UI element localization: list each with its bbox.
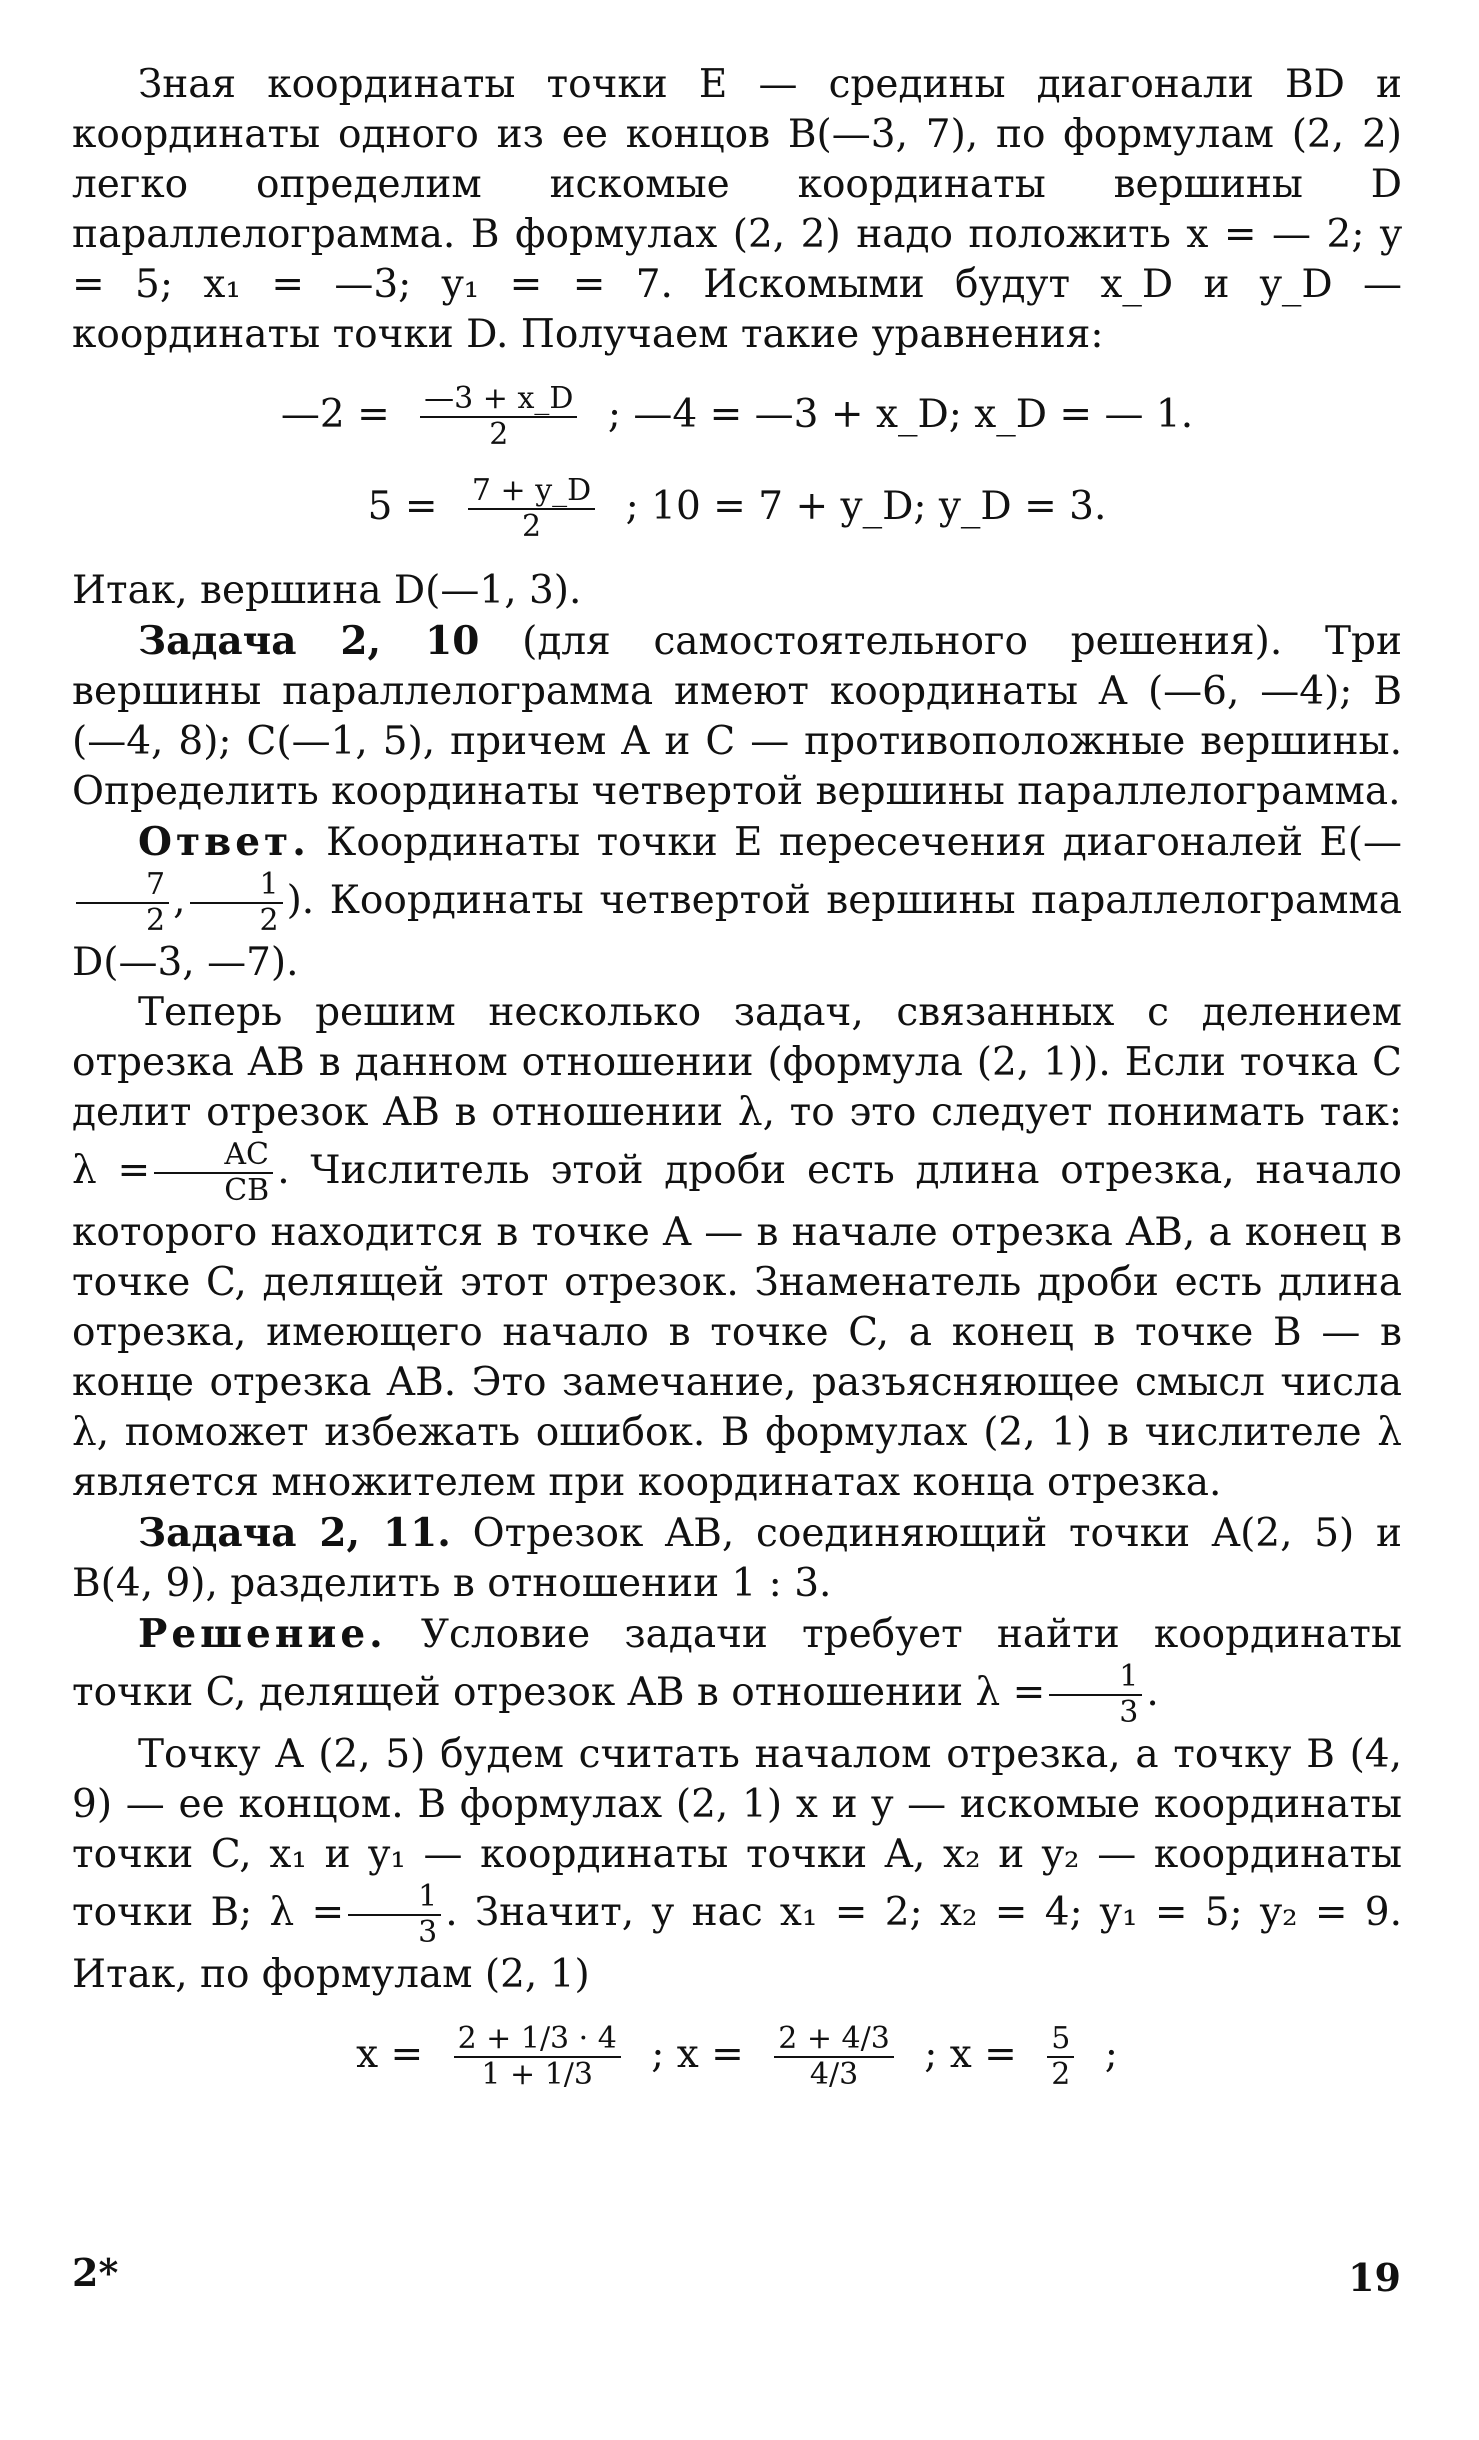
fraction: $\frac{1}{3}$ — [348, 1880, 441, 1950]
paragraph-solution: Решение. Условие задачи требует найти координаты точки C, делящей отрезок AB в отношении λ = $\frac{1}{3}$ . — [72, 1611, 1402, 1730]
paragraph-answer: Ответ. Координаты точки E пересечения диагоналей E(— $\frac{7}{2}$ , $\frac{1}{2}$ ). Координаты четвертой вершины параллелограмма D(—3, —7). — [72, 819, 1402, 985]
paragraph-6: Задача 2, 11. Отрезок AB, соединяющий точки A(2, 5) и B(4, 9), разделить в отношении 1 : 3. — [72, 1510, 1402, 1606]
fraction: $\frac{2 + 4/3}{4/3}$ — [768, 2022, 900, 2092]
page-number: 19 — [1348, 2255, 1401, 2300]
fraction: $\frac{AC}{CB}$ — [154, 1138, 273, 1208]
fraction: $\frac{1}{3}$ — [1049, 1660, 1142, 1730]
fraction: $\frac{7}{2}$ — [76, 868, 169, 938]
equation-2: 5 = $\frac{7 + y\_D}{2}$ ; 10 = 7 + y_D; y_D = 3. — [367, 473, 1107, 544]
page-body — [72, 60, 1402, 2114]
paragraph-2: Итак, вершина D(—1, 3). — [72, 568, 582, 613]
fraction: $\frac{5}{2}$ — [1041, 2022, 1080, 2092]
paragraph-3: Задача 2, 10 (для самостоятельного решения). Три вершины параллелограмма имеют координаты A (—6, —4); B (—4, 8); C(—1, 5), причем A и C — противоположные вершины. Определить координаты четвертой вершины параллелограмма. — [72, 618, 1402, 814]
paragraph-8: Точку A (2, 5) будем считать началом отрезка, а точку B (4, 9) — ее концом. В формулах (2, 1) x и y — искомые координаты точки C, x₁ и y₁ — координаты точки A, x₂ и y₂ — координаты точки B; λ = $\frac{1}{3}$ . Значит, у нас x₁ = 2; x₂ = 4; y₁ = 5; y₂ = 9. Итак, по формулам (2, 1) — [72, 1732, 1402, 1997]
equation-1: —2 = $\frac{—3 + x\_D}{2}$ ; —4 = —3 + x_D; x_D = — 1. — [280, 381, 1194, 452]
fraction: $\frac{7 + y\_D}{2}$ — [462, 474, 601, 544]
fraction: $\frac{2 + 1/3 \cdot 4}{1 + 1/3}$ — [448, 2022, 627, 2092]
paragraph-5: Теперь решим несколько задач, связанных с делением отрезка AB в данном отношении (формула (2, 1)). Если точка C делит отрезок AB в отношении λ, то это следует понимать так: λ = $\frac{AC}{CB}$ . Числитель этой дроби есть длина отрезка, начало которого находится в точке A — в начале отрезка AB, а конец в точке C, делящей этот отрезок. Знаменатель дроби есть длина отрезка, имеющего начало в точке C, а конец в точке B — в конце отрезка AB. Это замечание, разъясняющее смысл числа λ, поможет избежать ошибок. В формулах (2, 1) в числителе λ является множителем при координатах конца отрезка. — [72, 990, 1402, 1505]
equation-3: x = $\frac{2 + 1/3 \cdot 4}{1 + 1/3}$ ; x = $\frac{2 + 4/3}{4/3}$ ; x = $\frac{5}{2}$ ; — [356, 2021, 1118, 2092]
fraction: $\frac{1}{2}$ — [190, 868, 283, 938]
paragraph-1: Зная координаты точки E — средины диагонали BD и координаты одного из ее концов B(—3, 7), по формулам (2, 2) легко определим искомые координаты вершины D параллелограмма. В формулах (2, 2) надо положить x = — 2; y = 5; x₁ = —3; y₁ = = 7. Искомыми будут x_D и y_D — координаты точки D. Получаем такие уравнения: — [72, 62, 1402, 357]
signature-mark: 2* — [72, 2250, 119, 2295]
fraction: $\frac{—3 + x\_D}{2}$ — [414, 382, 583, 452]
